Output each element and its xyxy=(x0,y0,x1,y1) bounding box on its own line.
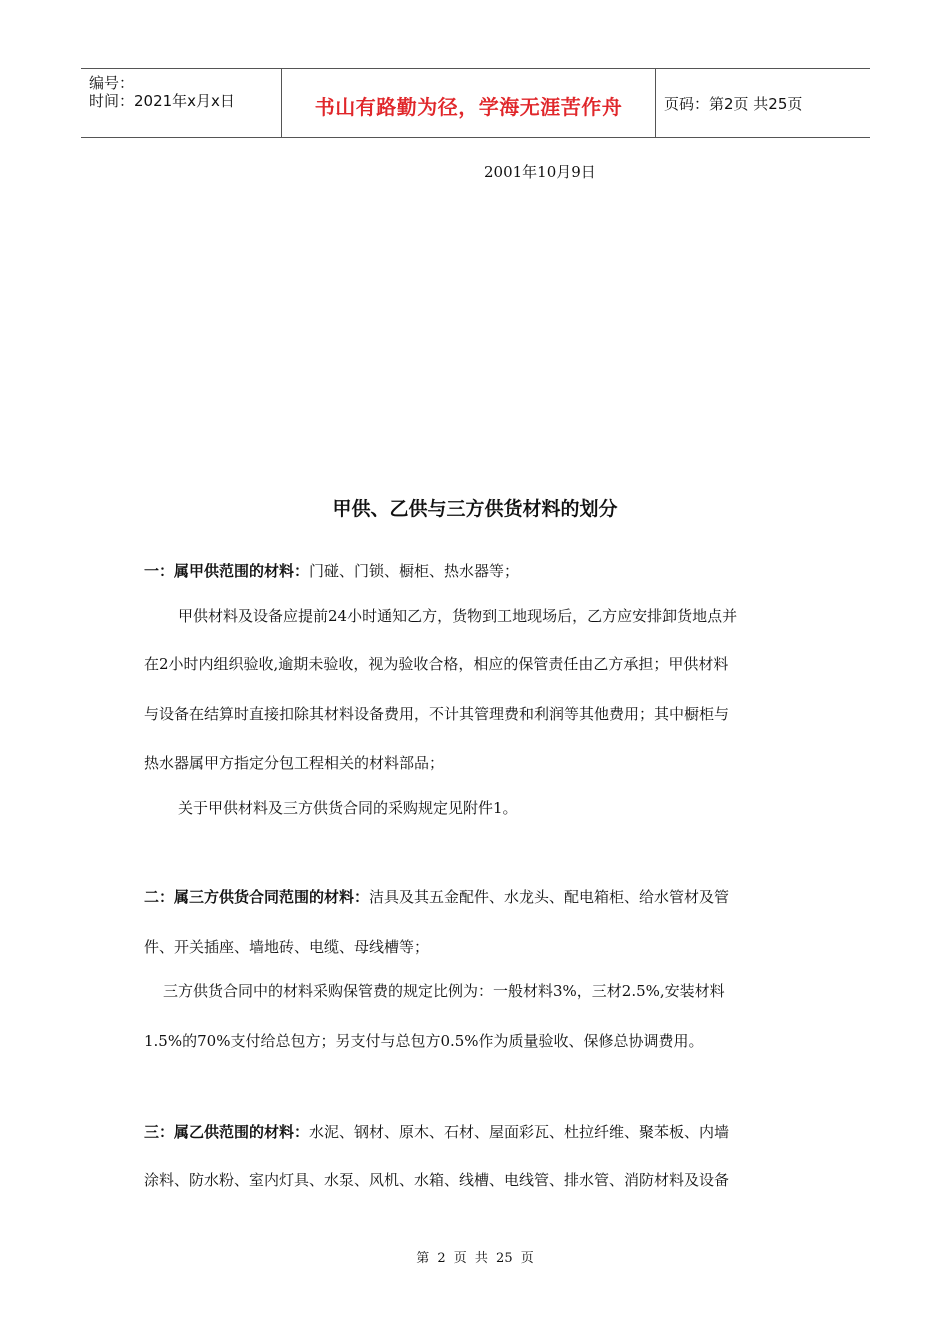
section3-items-continued: 涂料、防水粉、室内灯具、水泵、风机、水箱、线槽、电线管、排水管、消防材料及设备 xyxy=(144,1171,730,1189)
page-title: 甲供、乙供与三方供货材料的划分 xyxy=(332,498,618,520)
page-number-label: 页码：第2页 共25页 xyxy=(664,95,803,113)
page-footer: 第 2 页 共 25 页 xyxy=(416,1251,534,1266)
section1-para-line: 在2小时内组织验收,逾期未验收，视为验收合格，相应的保管责任由乙方承担；甲供材料 xyxy=(144,655,729,673)
section1-items: 门碰、门锁、橱柜、热水器等； xyxy=(309,562,520,580)
section2-heading-line xyxy=(144,886,729,907)
section3-heading: 三：属乙供范围的材料： xyxy=(144,1123,310,1141)
section2-items: 洁具及其五金配件、水龙头、配电箱柜、给水管材及管 xyxy=(369,888,730,906)
section1-para-line: 热水器属甲方指定分包工程相关的材料部品； xyxy=(144,754,445,772)
serial-number-label: 编号： xyxy=(89,74,135,92)
section1-heading: 一：属甲供范围的材料： xyxy=(144,562,310,580)
section2-items-continued: 件、开关插座、墙地砖、电缆、母线槽等； xyxy=(144,938,430,956)
time-label: 时间：2021年x月x日 xyxy=(89,92,235,110)
section1-para-line: 甲供材料及设备应提前24小时通知乙方，货物到工地现场后，乙方应安排卸货地点并 xyxy=(178,607,738,625)
section1-heading-line xyxy=(144,560,519,581)
motto: 书山有路勤为径，学海无涯苦作舟 xyxy=(314,95,623,119)
header-meta xyxy=(81,69,281,137)
date-line: 2001年10月9日 xyxy=(484,163,596,181)
section2-para-line: 三方供货合同中的材料采购保管费的规定比例为：一般材料3%，三材2.5%,安装材料 xyxy=(163,982,725,1000)
document-header xyxy=(81,68,870,138)
header-motto-cell xyxy=(281,69,656,137)
section1-reference-line: 关于甲供材料及三方供货合同的采购规定见附件1。 xyxy=(178,799,518,817)
section1-para-line: 与设备在结算时直接扣除其材料设备费用，不计其管理费和利润等其他费用；其中橱柜与 xyxy=(144,705,730,723)
section2-para-line: 1.5%的70%支付给总包方；另支付与总包方0.5%作为质量验收、保修总协调费用。 xyxy=(144,1032,704,1050)
section3-heading-line xyxy=(144,1121,729,1142)
section3-items: 水泥、钢材、原木、石材、屋面彩瓦、杜拉纤维、聚苯板、内墙 xyxy=(309,1123,730,1141)
section2-heading: 二：属三方供货合同范围的材料： xyxy=(144,888,370,906)
